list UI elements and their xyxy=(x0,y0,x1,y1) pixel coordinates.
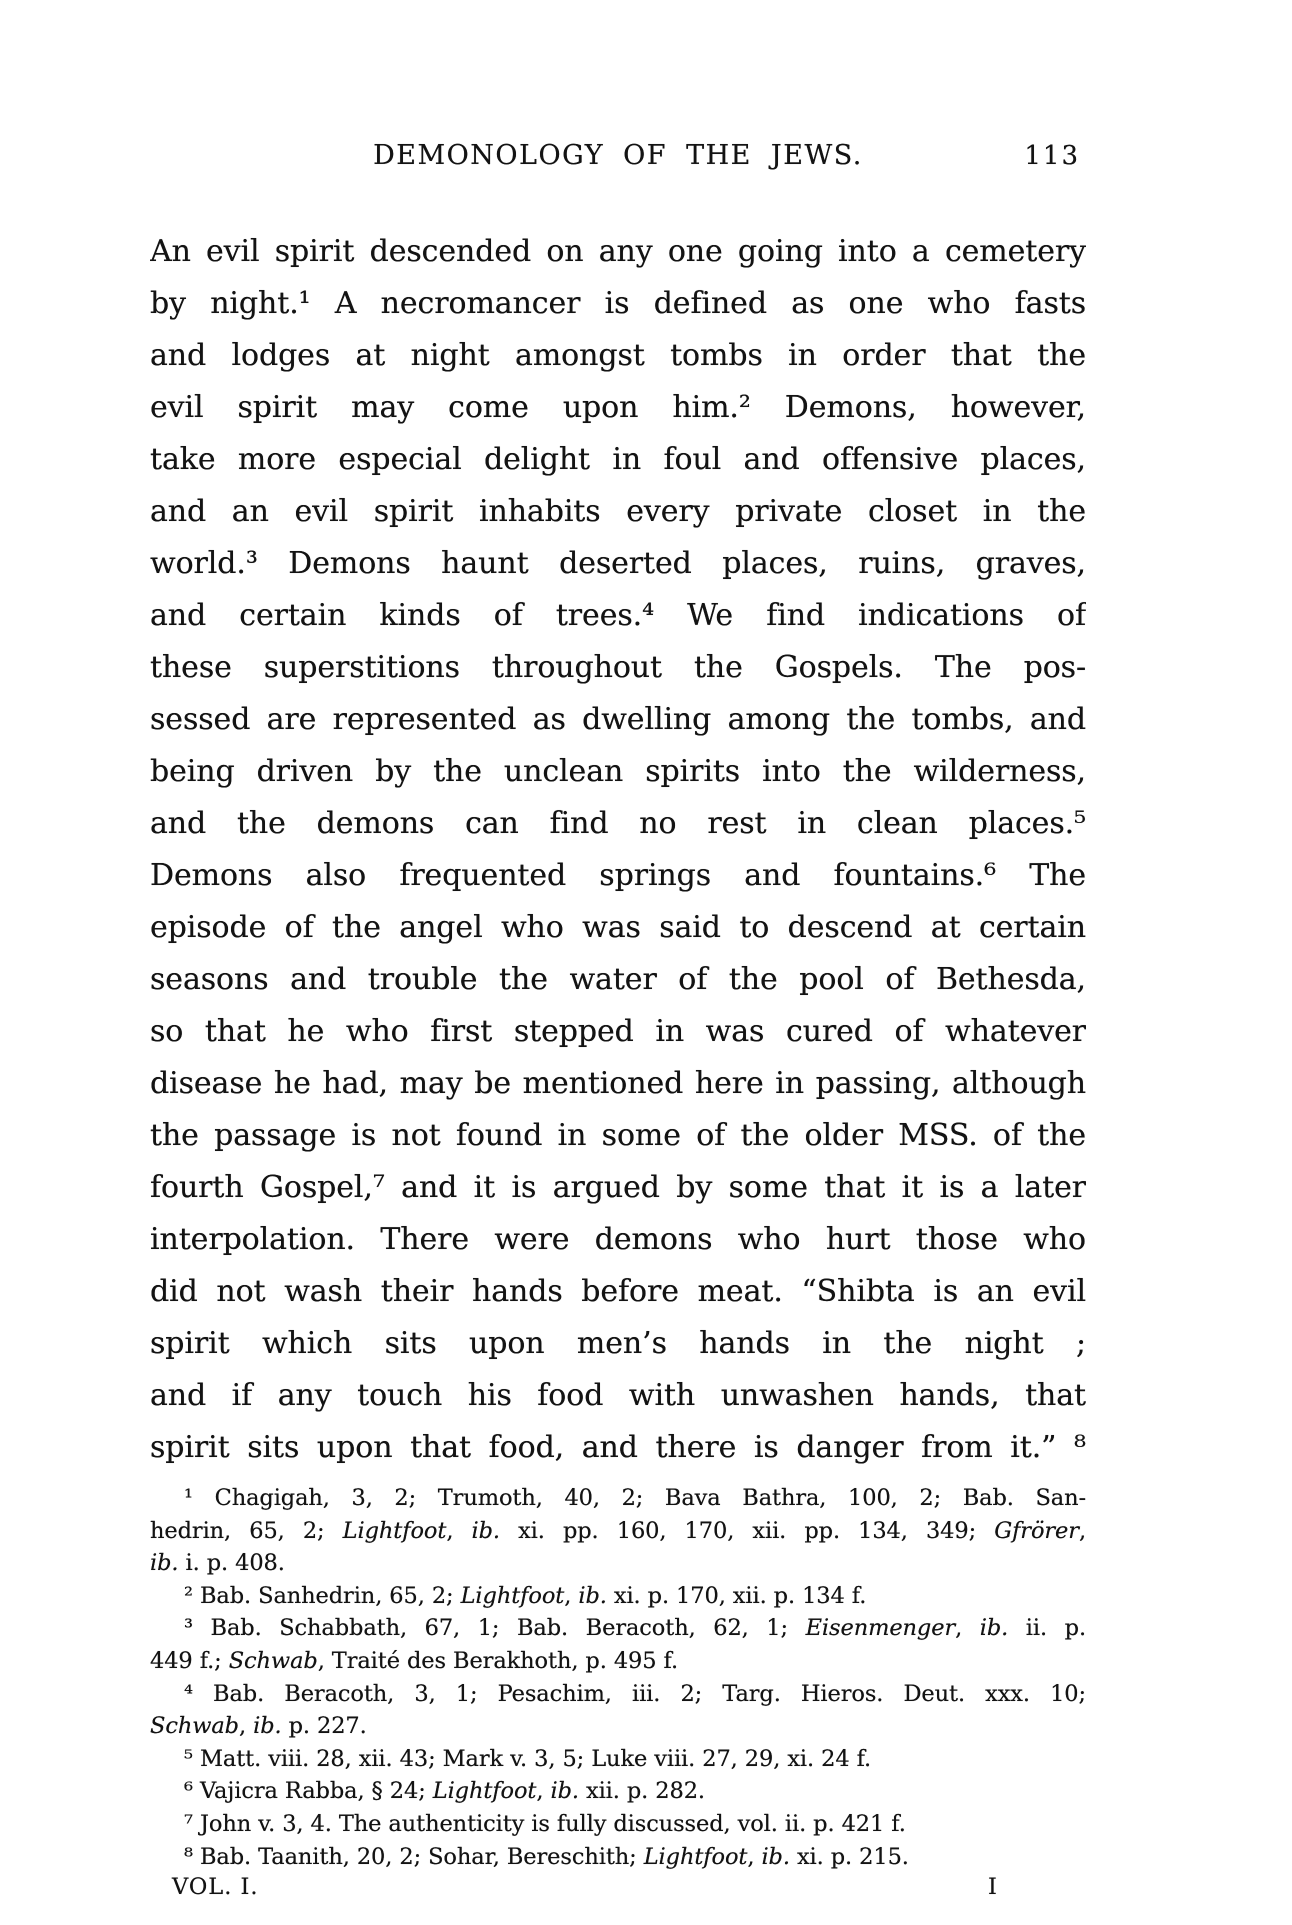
footnote-segment: xi. p. 170, xii. p. 134 f. xyxy=(606,1582,867,1609)
footnote-line xyxy=(150,1743,1086,1776)
footnote-line xyxy=(150,1515,1086,1548)
body-text-line: so that he who first stepped in was cured of whatever xyxy=(150,1014,1086,1049)
footnote-segment: ⁴ Bab. Beracoth, 3, 1; Pesachim, iii. 2; Targ. Hieros. Deut. xxx. 10; xyxy=(184,1680,1086,1707)
footnote-line xyxy=(150,1775,1086,1808)
body-text-line: these superstitions throughout the Gospels. The pos- xyxy=(150,650,1086,685)
body-text-line: episode of the angel who was said to descend at certain xyxy=(150,910,1086,945)
body-text-line: spirit sits upon that food, and there is danger from it.” ⁸ xyxy=(150,1430,1086,1465)
body-text-line: fourth Gospel,⁷ and it is argued by some that it is a later xyxy=(150,1170,1086,1205)
footnote-segment: , xyxy=(536,1778,551,1805)
footnote-segment: , xyxy=(238,1713,254,1740)
body-text-line: sessed are represented as dwelling among the tombs, and xyxy=(150,702,1086,737)
footnote-segment-italic: ib. xyxy=(979,1615,1009,1642)
footnote-segment-italic: ib. xyxy=(578,1582,607,1609)
footnote-segment: , Traité des Berakhoth, p. 495 f. xyxy=(317,1647,679,1674)
footnote-line xyxy=(150,1710,1086,1743)
footnote-segment-italic: ib. xyxy=(253,1713,282,1740)
body-text-line: did not wash their hands before meat. “Shibta is an evil xyxy=(150,1274,1086,1309)
footnote-segment: ¹ Chagigah, 3, 2; Trumoth, 40, 2; Bava Bathra, 100, 2; Bab. San- xyxy=(184,1485,1086,1511)
footnote-segment: , xyxy=(446,1517,472,1544)
footnote-segment-italic: Lightfoot xyxy=(432,1778,537,1805)
footnote-segment-italic: Schwab xyxy=(150,1713,239,1740)
body-text-line: by night.¹ A necromancer is defined as one who fasts xyxy=(150,286,1086,321)
volume-label: VOL. I. xyxy=(172,1874,259,1900)
footnote-segment: i. p. 408. xyxy=(178,1550,285,1577)
footnote-line xyxy=(150,1841,1086,1874)
footnote-segment-italic: ib. xyxy=(550,1778,579,1805)
body-text-line: and if any touch his food with unwashen hands, that xyxy=(150,1378,1086,1413)
footnote-segment-italic: ib. xyxy=(150,1550,179,1577)
footnote-line xyxy=(150,1645,1086,1678)
footnote-segment: ⁷ John v. 3, 4. The authenticity is fully discussed, vol. ii. p. 421 f. xyxy=(184,1810,906,1837)
footnote-segment-italic: Eisenmenger xyxy=(805,1615,956,1642)
footnote-segment-italic: ib. xyxy=(761,1843,790,1870)
footnote-segment-italic: Lightfoot xyxy=(643,1843,748,1870)
body-text-line: spirit which sits upon men’s hands in the night ; xyxy=(150,1326,1086,1361)
footnote-segment-italic: Gfrörer xyxy=(994,1517,1079,1544)
footnote-line xyxy=(150,1808,1086,1841)
footnote-segment: xi. pp. 160, 170, xii. pp. 134, 349; xyxy=(499,1517,995,1544)
footnote-segment: p. 227. xyxy=(281,1713,367,1740)
page-header xyxy=(150,140,1086,180)
body-text xyxy=(150,226,1086,1474)
body-text-line: and the demons can find no rest in clean places.⁵ xyxy=(150,806,1086,841)
footnote-segment: ² Bab. Sanhedrin, 65, 2; xyxy=(184,1582,461,1609)
footnote-segment: , xyxy=(955,1615,980,1642)
footnote-segment: ii. p. xyxy=(1008,1615,1086,1642)
footnote-segment: hedrin, 65, 2; xyxy=(150,1517,343,1544)
body-text-line: world.³ Demons haunt deserted places, ruins, graves, xyxy=(150,546,1086,581)
signature-mark: I xyxy=(988,1874,998,1900)
footnotes xyxy=(150,1482,1086,1873)
body-text-line: the passage is not found in some of the older MSS. of the xyxy=(150,1118,1086,1153)
footnote-segment: ⁸ Bab. Taanith, 20, 2; Sohar, Bereschith; xyxy=(184,1843,644,1870)
footnote-segment-italic: ib. xyxy=(471,1517,500,1544)
footnote-line xyxy=(150,1580,1086,1613)
body-text-line: evil spirit may come upon him.² Demons, however, xyxy=(150,390,1086,425)
footnote-segment: , xyxy=(564,1582,579,1609)
footnote-line xyxy=(150,1678,1086,1711)
body-text-line: An evil spirit descended on any one going into a cemetery xyxy=(150,234,1086,269)
page-number: 113 xyxy=(1024,141,1080,171)
body-text-line: interpolation. There were demons who hurt those who xyxy=(150,1222,1086,1257)
body-text-line: disease he had, may be mentioned here in passing, although xyxy=(150,1066,1086,1101)
footnote-segment: , xyxy=(1078,1517,1086,1544)
footnote-line xyxy=(150,1612,1086,1645)
body-text-line: being driven by the unclean spirits into the wilderness, xyxy=(150,754,1086,789)
footnote-segment-italic: Schwab xyxy=(228,1647,318,1674)
body-text-line: take more especial delight in foul and offensive places, xyxy=(150,442,1086,477)
body-text-line: seasons and trouble the water of the pool of Bethesda, xyxy=(150,962,1086,997)
body-text-line: Demons also frequented springs and fountains.⁶ The xyxy=(150,858,1086,893)
footnote-segment: , xyxy=(747,1843,762,1870)
footnote-line xyxy=(150,1482,1086,1515)
footnote-segment: 449 f.; xyxy=(150,1647,229,1674)
footnote-line xyxy=(150,1547,1086,1580)
footnote-segment: ⁵ Matt. viii. 28, xii. 43; Mark v. 3, 5; Luke viii. 27, 29, xi. 24 f. xyxy=(184,1745,872,1772)
running-title: DEMONOLOGY OF THE JEWS. xyxy=(373,140,863,171)
page-footer xyxy=(150,1874,1086,1908)
footnote-segment: xi. p. 215. xyxy=(789,1843,909,1870)
footnote-segment-italic: Lightfoot xyxy=(460,1582,565,1609)
body-text-line: and certain kinds of trees.⁴ We find indications of xyxy=(150,598,1086,633)
footnote-segment: ³ Bab. Schabbath, 67, 1; Bab. Beracoth, 62, 1; xyxy=(184,1615,806,1642)
footnote-segment-italic: Lightfoot xyxy=(342,1517,447,1544)
footnote-segment: ⁶ Vajicra Rabba, § 24; xyxy=(184,1778,433,1805)
body-text-line: and lodges at night amongst tombs in order that the xyxy=(150,338,1086,373)
body-text-line: and an evil spirit inhabits every private closet in the xyxy=(150,494,1086,529)
footnote-segment: xii. p. 282. xyxy=(578,1778,705,1805)
